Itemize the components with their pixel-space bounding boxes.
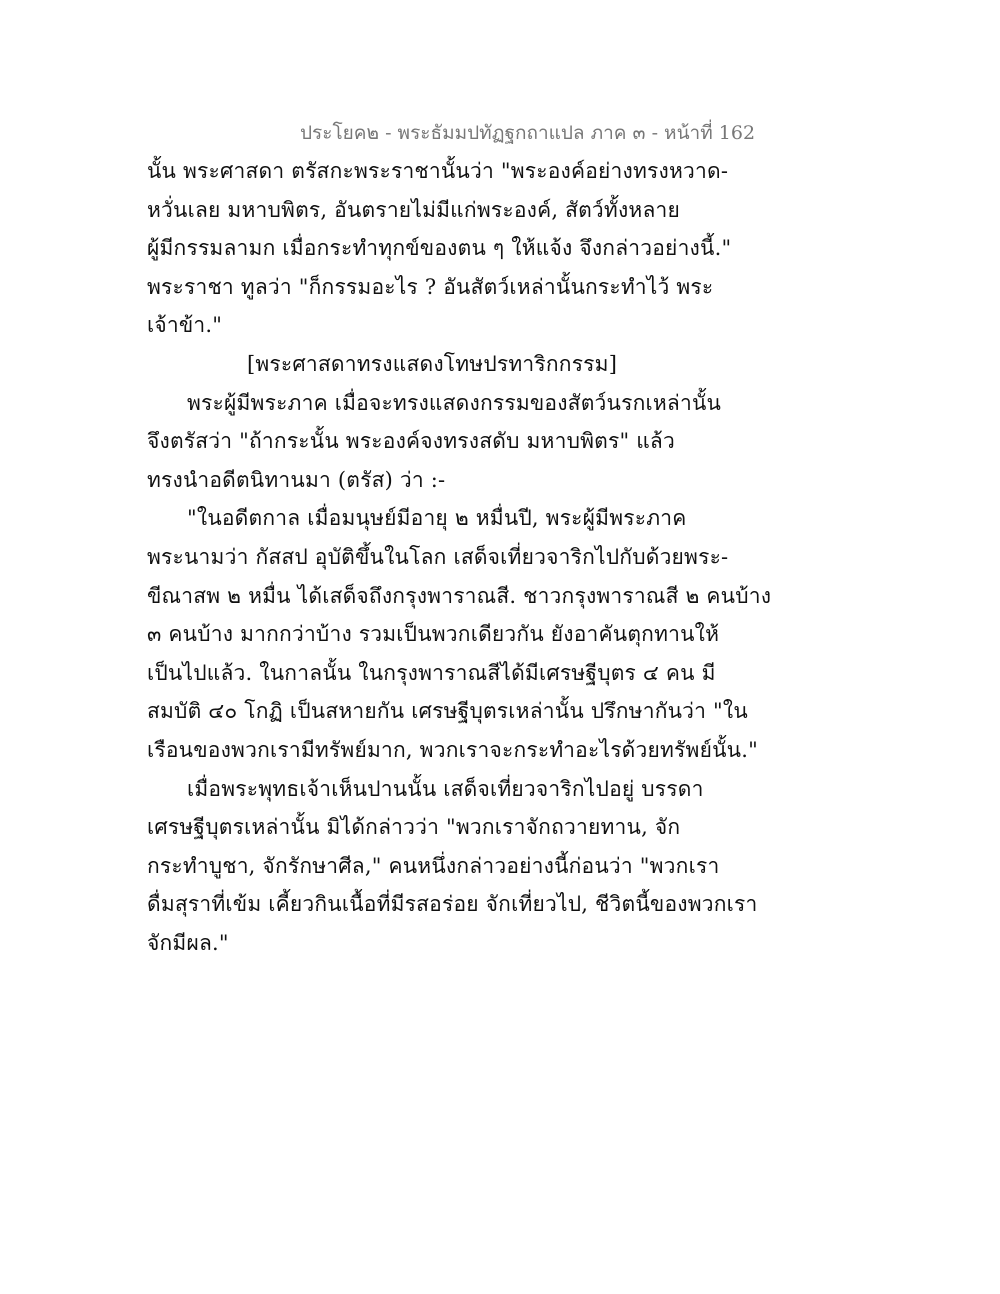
text-line: พระราชา ทูลว่า "ก็กรรมอะไร ? อันสัตว์เหล่านั้นกระทำไว้ พระ <box>147 274 714 299</box>
page-header: ประโยค๒ - พระธัมมปทัฏฐกถาแปล ภาค ๓ - หน้าที่ 162 <box>300 122 756 144</box>
text-line: เป็นไปแล้ว. ในกาลนั้น ในกรุงพาราณสีได้มีเศรษฐีบุตร ๔ คน มี <box>147 660 716 685</box>
text-line: หวั่นเลย มหาบพิตร, อันตรายไม่มีแก่พระองค์, สัตว์ทั้งหลาย <box>147 197 681 222</box>
text-line: "ในอดีตกาล เมื่อมนุษย์มีอายุ ๒ หมื่นปี, พระผู้มีพระภาค <box>187 506 687 531</box>
text-line: เศรษฐีบุตรเหล่านั้น มิได้กล่าวว่า "พวกเราจักถวายทาน, จัก <box>147 815 681 840</box>
text-line: เมื่อพระพุทธเจ้าเห็นปานนั้น เสด็จเที่ยวจาริกไปอยู่ บรรดา <box>187 776 704 801</box>
text-line: ขีณาสพ ๒ หมื่น ได้เสด็จถึงกรุงพาราณสี. ชาวกรุงพาราณสี ๒ คนบ้าง <box>147 583 772 608</box>
text-line: นั้น พระศาสดา ตรัสกะพระราชานั้นว่า "พระองค์อย่างทรงหวาด- <box>147 159 729 183</box>
text-line: ทรงนำอดีตนิทานมา (ตรัส) ว่า :- <box>147 467 446 492</box>
text-line: สมบัติ ๔๐ โกฏิ เป็นสหายกัน เศรษฐีบุตรเหล่านั้น ปรึกษากันว่า "ใน <box>147 699 748 724</box>
text-line: จึงตรัสว่า "ถ้ากระนั้น พระองค์จงทรงสดับ มหาบพิตร" แล้ว <box>147 429 675 454</box>
text-line: กระทำบูชา, จักรักษาศีล," คนหนึ่งกล่าวอย่างนี้ก่อนว่า "พวกเรา <box>147 853 720 878</box>
section-heading: [พระศาสดาทรงแสดงโทษปรทาริกกรรม] <box>247 351 618 376</box>
text-line: เจ้าข้า." <box>147 313 223 338</box>
text-line: ดื่มสุราที่เข้ม เคี้ยวกินเนื้อที่มีรสอร่อย จักเที่ยวไป, ชีวิตนี้ของพวกเรา <box>147 892 758 917</box>
text-line: จักมีผล." <box>147 930 229 955</box>
text-line: พระผู้มีพระภาค เมื่อจะทรงแสดงกรรมของสัตว์นรกเหล่านั้น <box>187 390 722 415</box>
text-line: ผู้มีกรรมลามก เมื่อกระทำทุกข์ของตน ๆ ให้แจ้ง จึงกล่าวอย่างนี้." <box>147 236 732 261</box>
body-text <box>147 152 772 962</box>
text-line: เรือนของพวกเรามีทรัพย์มาก, พวกเราจะกระทำอะไรด้วยทรัพย์นั้น." <box>147 737 758 762</box>
text-line: ๓ คนบ้าง มากกว่าบ้าง รวมเป็นพวกเดียวกัน ยังอาคันตุกทานให้ <box>147 622 720 647</box>
text-line: พระนามว่า กัสสป อุบัติขึ้นในโลก เสด็จเที่ยวจาริกไปกับด้วยพระ- <box>147 544 729 569</box>
